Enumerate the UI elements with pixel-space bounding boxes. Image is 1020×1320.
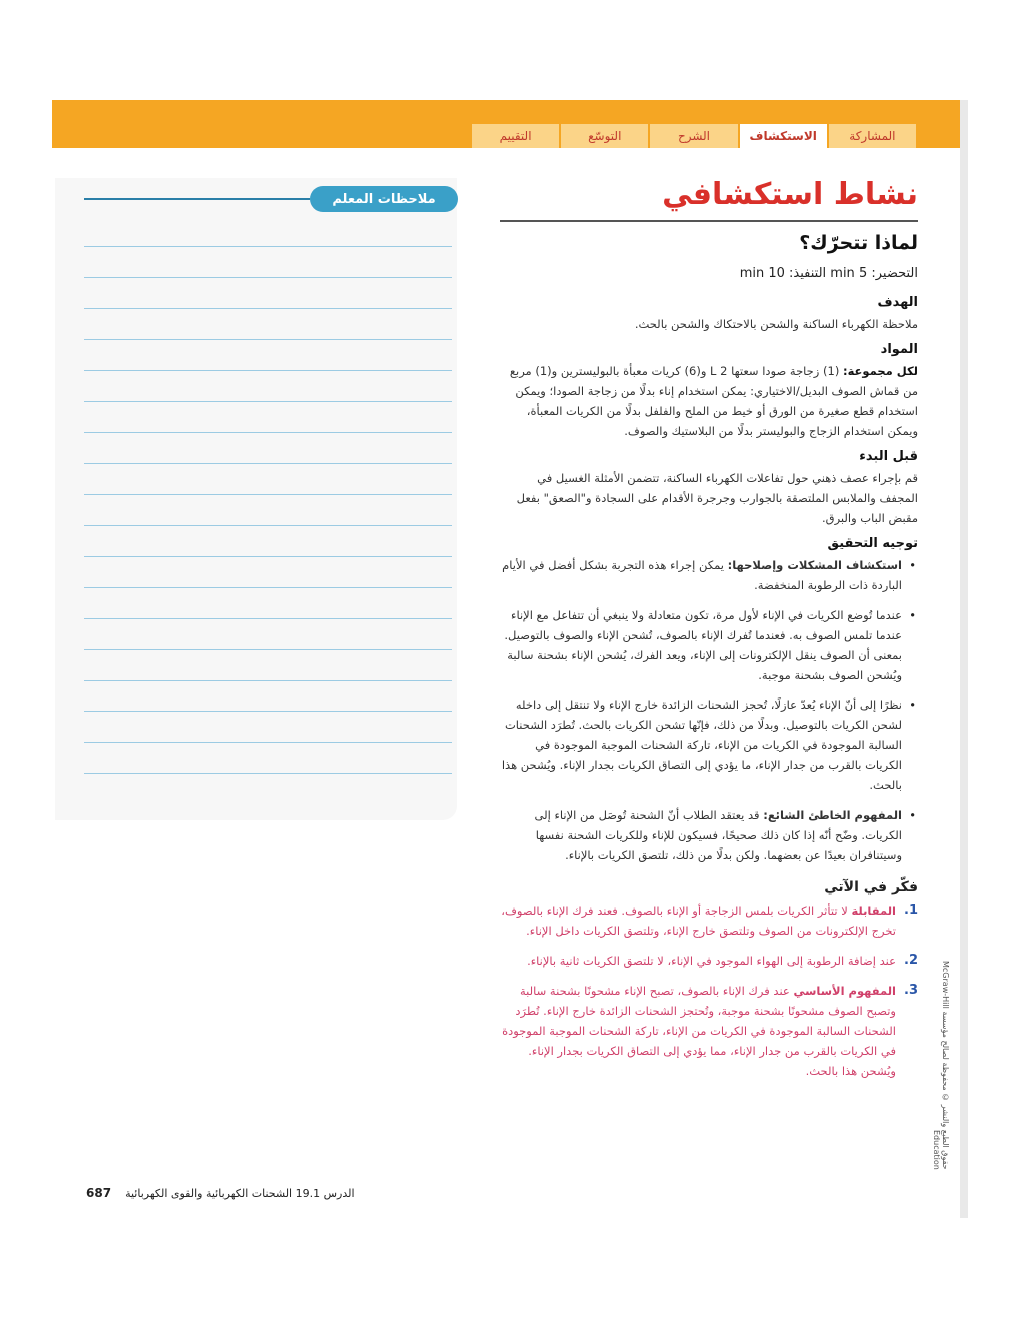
before-heading: قبل البدء [859,449,918,464]
title-divider [500,220,918,222]
question-lead: المقابلة [851,904,896,918]
guide-list [500,555,918,865]
list-item [500,555,918,595]
goal-heading: الهدف [877,295,918,310]
think-heading: فكّر في الآتي [824,879,918,895]
section-tabs [470,124,916,148]
list-item [500,805,918,865]
bullet-lead: المفهوم الخاطئ الشائع: [763,808,902,822]
bullet-text: قد يعتقد الطلاب أنّ الشحنة تُوصَل من الإناء إلى الكريات. وضّح أنّه إذا كان ذلك صحيحًا، فسيكون للإناء وللكريات الشحنة نفسها وسيتنافران بعيدًا عن بعضهما. ولكن بدلًا من ذلك، تلتصق الكريات بالإناء. [534,808,902,862]
list-item [500,901,918,941]
question-lead: المفهوم الأساسي [793,984,896,998]
tab-elaborate[interactable]: التوسّع [561,124,648,148]
think-list [500,901,918,1081]
tab-evaluate[interactable]: التقييم [472,124,559,148]
guide-heading: توجيه التحقيق [827,536,918,551]
bullet-text: نظرًا إلى أنّ الإناء يُعدّ عازلًا، تُحجز الشحنات الزائدة خارج الإناء ولا تنتقل إلى داخله لشحن الكريات بالتوصيل. وبدلًا من ذلك، فإنّها تشحن الكريات بالحث. تُطرَد الشحنات السالبة الموجودة في الكريات من الإناء، تاركة الشحنات الموجبة الموجودة في الكريات بالقرب من جدار الإناء، ما يؤدي إلى التصاق الكريات بجدار الإناء. ويُشحن هذا بالحث. [501,698,902,792]
list-item [500,981,918,1081]
notes-divider [84,198,310,200]
notes-writing-lines [84,246,452,804]
page-edge [960,100,968,1218]
timing-info: التحضير: 5 min التنفيذ: 10 min [739,266,918,281]
lesson-title: الدرس 19.1 الشحنات الكهربائية والقوى الكهربائية [125,1186,355,1200]
question-text: لا تتأثر الكريات بلمس الزجاجة أو الإناء بالصوف. فعند فرك الإناء بالصوف، تخرج الإلكترونات من الصوف وتلتصق خارج الإناء، وتلتصق الكريات داخل الإناء. [501,904,896,938]
bullet-text: يمكن إجراء هذه التجربة بشكل أفضل في الأيام الباردة ذات الرطوبة المنخفضة. [502,558,902,592]
goal-text: ملاحظة الكهرباء الساكنة والشحن بالاحتكاك والشحن بالحث. [634,317,918,331]
tab-engage[interactable]: المشاركة [829,124,916,148]
question-text: عند فرك الإناء بالصوف، تصبح الإناء مشحونًا بشحنة سالبة وتصبح الصوف مشحونًا بشحنة موجبة، وتُحتجز الشحنات الزائدة خارج الإناء. تُطرَد الشحنات السالبة الموجودة في الكريات من الإناء، تاركة الشحنات الموجبة الموجودة في الكريات بالقرب من جدار الإناء، مما يؤدي إلى التصاق الكريات بجدار الإناء. ويُشحن هذا بالحث. [502,984,896,1078]
page-number: 687 [86,1186,112,1200]
bullet-text: عندما تُوضع الكريات في الإناء لأول مرة، تكون متعادلة ولا ينبغي أن تتفاعل مع الإناء عندما تلمس الصوف به. فعندما تُفرك الإناء بالصوف، تُشحن الإناء والصوف بالتوصيل. بمعنى أن الصوف ينقل الإلكترونات إلى الإناء، ويعد الفرك، يُشحن الإناء بشحنة سالبة ويُشحن الصوف بشحنة موجبة. [504,608,902,682]
materials-lead: لكل مجموعة: [842,364,918,378]
tab-explain[interactable]: الشرح [650,124,737,148]
tab-explore[interactable]: الاستكشاف [740,124,827,148]
question-number: 1. [904,903,918,918]
question-number: 3. [904,983,918,998]
copyright-notice: حقوق الطبع والنشر © محفوظة لصالح مؤسسة McGraw-Hill Education [932,961,950,1170]
materials-body: (1) زجاجة صودا سعتها 2 L و(6) كريات معبأة بالبوليسترين و(1) مربع من قماش الصوف البديل/الاختياري: يمكن استخدام إناء بدلًا من زجاجة الصودا؛ ويمكن استخدام قطع صغيرة من الورق أو خيط من الملح والفلفل بدلًا من الكريات المعبأة، ويمكن استخدام الزجاج والبوليستر بدلًا من البلاستيك والصوف. [509,364,918,438]
teacher-notes-label: ملاحظات المعلم [310,186,458,212]
page-footer [86,1186,376,1200]
before-text: قم بإجراء عصف ذهني حول تفاعلات الكهرباء الساكنة، تتضمن الأمثلة الغسيل في المجفف والملابس الملتصقة بالجوارب وجرجرة الأقدام على السجادة و"الصعق" بفعل مقبض الباب والبرق. [516,471,918,525]
list-item [500,605,918,685]
main-content [500,176,918,1091]
materials-heading: المواد [880,342,918,357]
list-item [500,951,918,971]
page-title: نشاط استكشافي [662,177,918,212]
list-item [500,695,918,795]
bullet-lead: استكشاف المشكلات وإصلاحها: [727,558,902,572]
question-number: 2. [904,953,918,968]
activity-question: لماذا تتحرّك؟ [799,232,918,254]
materials-text [500,361,918,441]
question-text: عند إضافة الرطوبة إلى الهواء الموجود في الإناء، لا تلتصق الكريات ثانية بالإناء. [527,954,896,968]
